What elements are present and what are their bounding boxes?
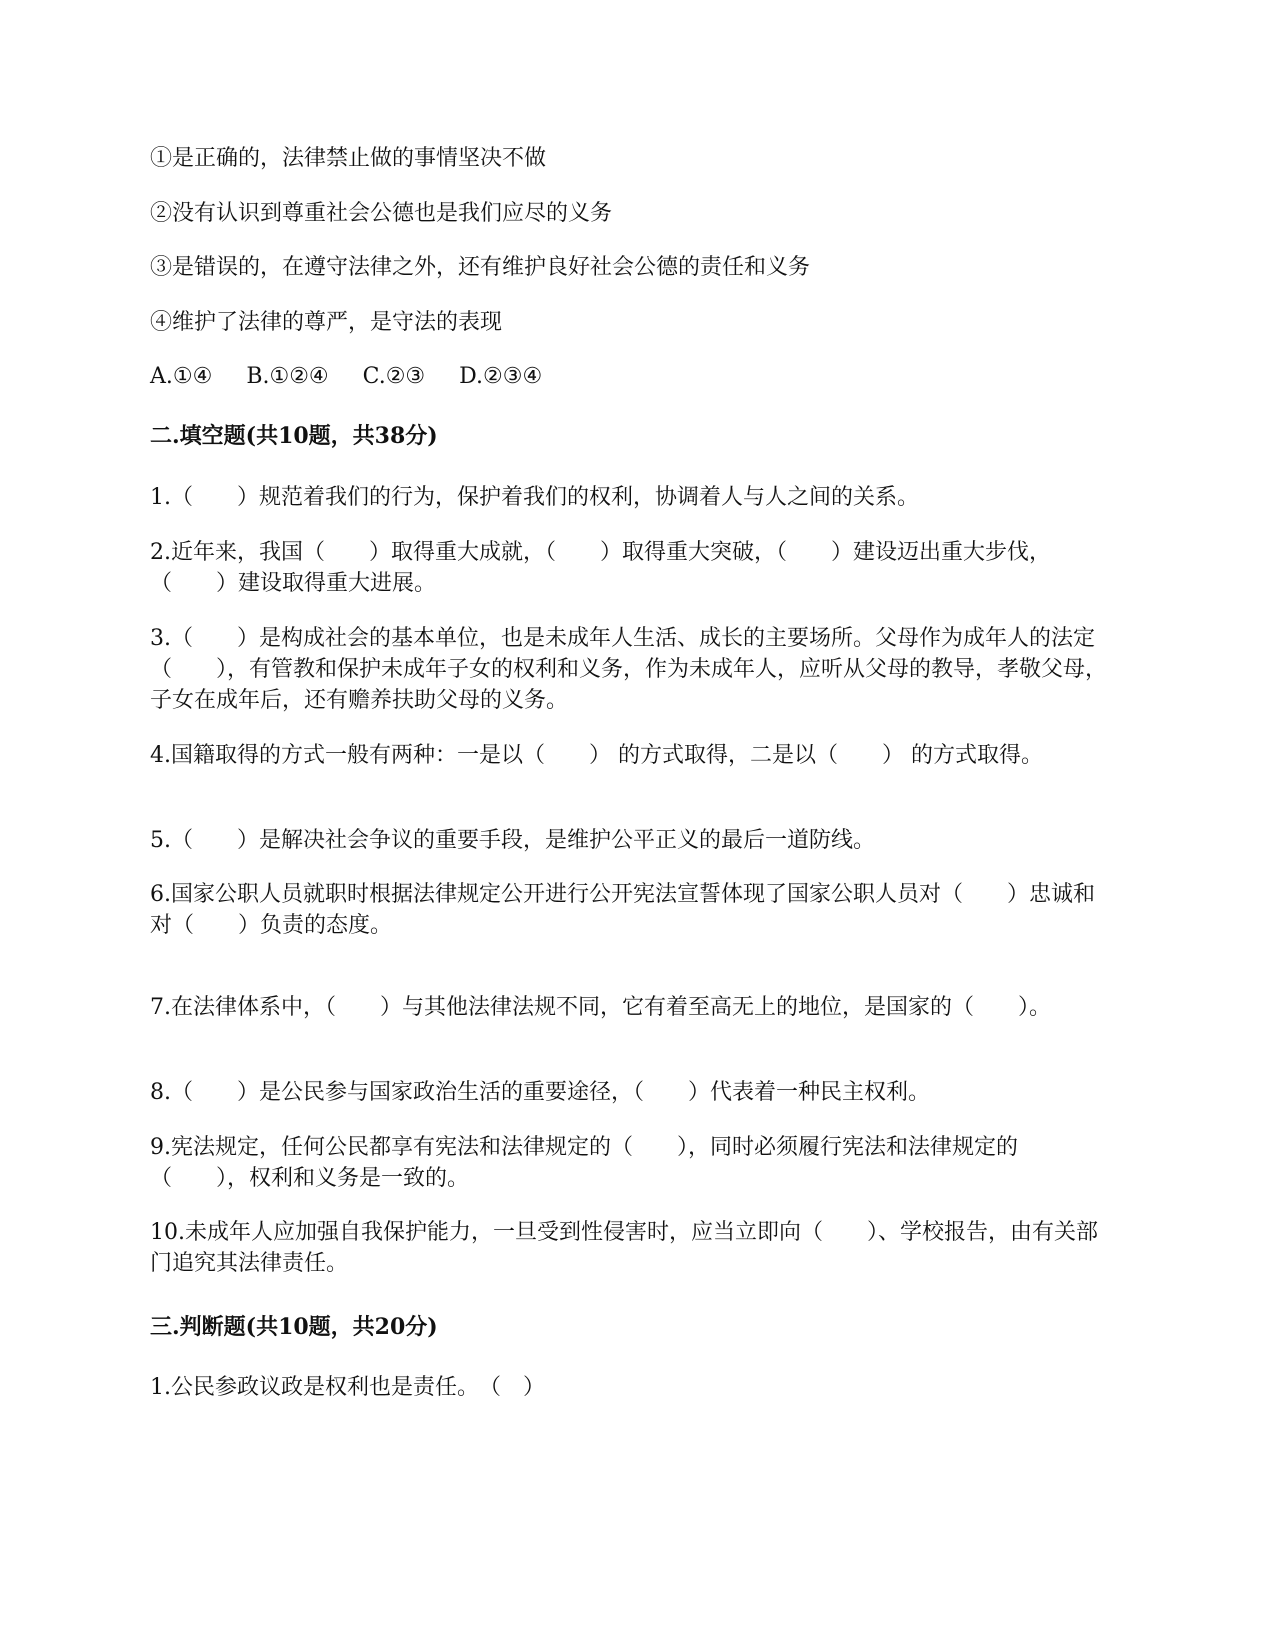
answer-choices bbox=[150, 361, 1110, 392]
choice-d: D.②③④ bbox=[459, 364, 543, 389]
choice-a: A.①④ bbox=[150, 364, 213, 389]
fill-question-9: 9.宪法规定，任何公民都享有宪法和法律规定的（ ），同时必须履行宪法和法律规定的（ ），权利和义务是一致的。 bbox=[150, 1135, 1018, 1191]
fill-question-6: 6.国家公职人员就职时根据法律规定公开进行公开宪法宣誓体现了国家公职人员对（ ）忠诚和对（ ）负责的态度。 bbox=[150, 882, 1095, 938]
fill-question-4: 4.国籍取得的方式一般有两种：一是以（ ） 的方式取得，二是以（ ） 的方式取得。 bbox=[150, 743, 1043, 768]
section-2-title: 二.填空题(共10题，共38分) bbox=[150, 423, 438, 449]
fill-question-5: 5.（ ）是解决社会争议的重要手段，是维护公平正义的最后一道防线。 bbox=[150, 828, 875, 853]
judge-question-1: 1.公民参政议政是权利也是责任。 （ ） bbox=[150, 1375, 545, 1400]
statement-2: ②没有认识到尊重社会公德也是我们应尽的义务 bbox=[150, 201, 613, 226]
fill-question-3: 3.（ ）是构成社会的基本单位，也是未成年人生活、成长的主要场所。父母作为成年人的法定（ ），有管教和保护未成年子女的权利和义务，作为未成年人，应听从父母的教导，孝敬父母，子女在成年后，还有赡养扶助父母的义务。 bbox=[150, 626, 1108, 713]
choice-b: B.①②④ bbox=[246, 364, 329, 389]
section-3-title: 三.判断题(共10题，共20分) bbox=[150, 1314, 438, 1340]
statement-1: ①是正确的，法律禁止做的事情坚决不做 bbox=[150, 146, 547, 171]
statement-4: ④维护了法律的尊严，是守法的表现 bbox=[150, 310, 503, 335]
fill-question-1: 1.（ ）规范着我们的行为，保护着我们的权利，协调着人与人之间的关系。 bbox=[150, 485, 919, 510]
statement-3: ③是错误的，在遵守法律之外，还有维护良好社会公德的责任和义务 bbox=[150, 255, 811, 280]
fill-question-7: 7.在法律体系中，（ ）与其他法律法规不同，它有着至高无上的地位，是国家的（ ）。 bbox=[150, 995, 1051, 1020]
choice-c: C.②③ bbox=[362, 364, 426, 389]
fill-question-10: 10.未成年人应加强自我保护能力，一旦受到性侵害时，应当立即向（ ）、学校报告，由有关部门追究其法律责任。 bbox=[150, 1220, 1098, 1276]
fill-question-2: 2.近年来，我国（ ）取得重大成就，（ ）取得重大突破，（ ）建设迈出重大步伐，（ ）建设取得重大进展。 bbox=[150, 540, 1051, 596]
fill-question-8: 8.（ ）是公民参与国家政治生活的重要途径，（ ）代表着一种民主权利。 bbox=[150, 1080, 930, 1105]
